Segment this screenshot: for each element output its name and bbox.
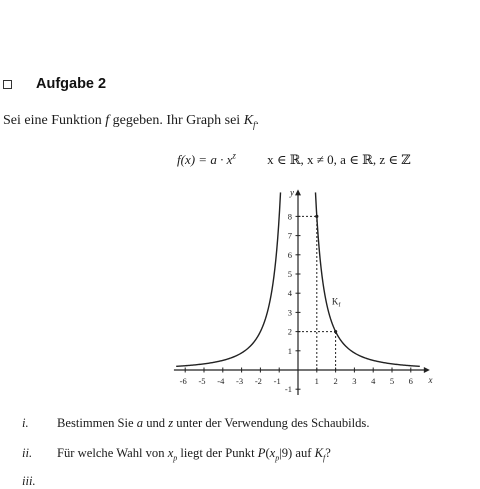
question-2-number: ii. [22,446,33,460]
x-tick-label-4: -2 [254,376,262,386]
curve-label: $K_f$ [331,296,341,309]
formula-domain: x ∈ ℝ, x ≠ 0, a ∈ ℝ, z ∈ ℤ [267,152,411,168]
y-tick-label-1: 1 [287,345,292,356]
curve-right-branch [315,192,419,366]
question-1-text: Bestimmen Sie a und z unter der Verwendung des Schaubilds. [57,416,370,430]
y-tick-label-7: 7 [287,230,292,241]
x-axis-arrow-icon [424,367,430,373]
y-tick-label-8: 8 [287,211,292,222]
y-tick-label-3: 3 [287,307,292,318]
curve-left-branch [176,192,280,366]
question-1-number: i. [22,416,29,430]
x-tick-label-2: -4 [217,376,225,386]
x-tick-label-1: -5 [198,376,206,386]
y-tick-label-4: 4 [287,288,292,299]
question-3 [22,474,57,489]
x-axis-label: x [428,375,433,385]
x-tick-label-11: 6 [408,376,413,386]
y-tick-label-2: 2 [287,326,292,337]
y-tick-label-6: 6 [287,249,292,260]
question-2 [22,446,331,463]
x-tick-label-10: 5 [389,376,395,386]
x-tick-label-5: -1 [273,376,281,386]
x-tick-label-6: 1 [314,376,319,386]
x-tick-label-3: -3 [236,376,244,386]
x-tick-label-7: 2 [333,376,338,386]
formula-text: $f(x) = a \cdot x^z$ [177,151,236,168]
intro-text: Sei eine Funktion f gegeben. Ihr Graph sei $K_f$. [3,113,260,130]
task-title: Aufgabe 2 [36,76,107,92]
x-tick-label-8: 3 [352,376,357,386]
y-axis-arrow-icon [295,189,301,195]
x-tick-label-0: -6 [179,376,187,386]
y-axis-label: y [290,187,294,198]
question-2-text: Für welche Wahl von $x_p$ liegt der Punkt $P(x_p|9)$ auf $K_f$? [57,446,331,463]
question-3-number: iii. [22,474,36,488]
y-tick-label-5: 5 [287,269,292,279]
question-1 [22,416,369,431]
x-tick-label-9: 4 [371,376,376,386]
graph-name: $K_f$ [243,113,256,130]
y-tick-label-0: -1 [284,384,292,395]
